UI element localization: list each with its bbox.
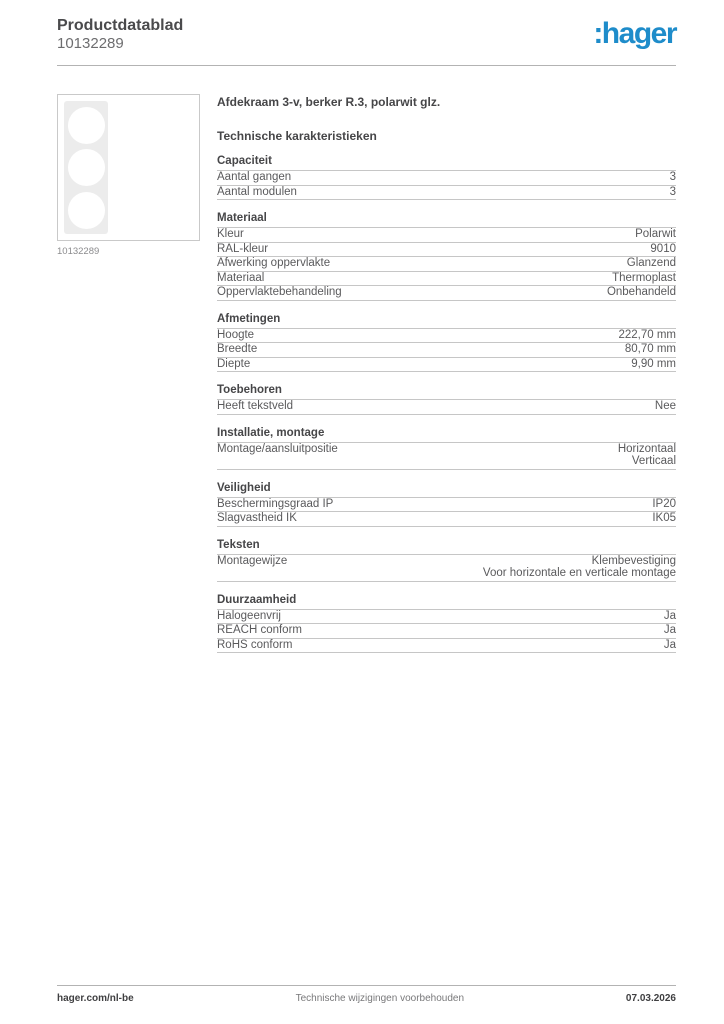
footer-website-link[interactable]: hager.com/nl-be: [57, 993, 134, 1004]
row-values: [631, 358, 676, 371]
section-heading: Capaciteit: [217, 156, 676, 171]
section-heading: Toebehoren: [217, 385, 676, 400]
row-value-line: 9,90 mm: [631, 357, 676, 370]
spec-row: [217, 610, 676, 625]
row-label: Heeft tekstveld: [217, 400, 294, 412]
row-label: Oppervlaktebehandeling: [217, 286, 342, 298]
spec-sections: [217, 156, 676, 653]
row-label: Afwerking oppervlakte: [217, 257, 331, 269]
row-label: Halogeenvrij: [217, 609, 281, 622]
spec-row: [217, 555, 676, 582]
row-label: REACH conform: [217, 624, 302, 636]
spec-section: [217, 595, 676, 654]
row-value-line: 3: [669, 171, 676, 183]
row-values: [652, 512, 676, 525]
row-value-line: Klembevestiging: [591, 554, 676, 567]
product-image: [57, 94, 200, 241]
row-values: [652, 498, 676, 511]
spec-column: [217, 94, 676, 653]
spec-section: [217, 213, 676, 301]
row-value-line: Onbehandeld: [606, 286, 676, 298]
row-values: [607, 286, 676, 299]
row-label: Kleur: [217, 228, 244, 240]
spec-row: [217, 329, 676, 344]
row-values: [625, 343, 676, 356]
row-value-line: Verticaal: [631, 455, 676, 467]
section-rows: [217, 443, 676, 470]
row-values: [664, 610, 676, 623]
hager-logo: :hager: [593, 17, 676, 50]
row-value-line: IK05: [652, 512, 676, 524]
spec-section: [217, 385, 676, 415]
spec-row: [217, 272, 676, 287]
product-image-column: [57, 94, 200, 257]
spec-section: [217, 428, 676, 470]
cover-frame-graphic: [64, 101, 108, 234]
section-rows: [217, 228, 676, 301]
spec-row: [217, 443, 676, 470]
spec-section: [217, 483, 676, 527]
spec-row: [217, 228, 676, 243]
section-heading: Teksten: [217, 540, 676, 555]
product-title: Afdekraam 3-v, berker R.3, polarwit glz.: [217, 95, 441, 109]
aperture-circle: [68, 107, 105, 144]
section-rows: [217, 171, 676, 200]
aperture-circle: [68, 149, 105, 186]
row-values: [670, 171, 676, 184]
row-label: RAL-kleur: [217, 242, 269, 255]
section-rows: [217, 400, 676, 415]
document-title: Productdatablad: [57, 17, 184, 34]
row-values: [635, 228, 676, 241]
row-values: [664, 624, 676, 637]
spec-section: [217, 314, 676, 373]
section-heading: Afmetingen: [217, 314, 676, 329]
section-rows: [217, 555, 676, 582]
row-label: RoHS conform: [217, 638, 293, 651]
row-value-line: Voor horizontale en verticale montage: [482, 567, 676, 579]
spec-row: [217, 624, 676, 639]
spec-row: [217, 243, 676, 258]
row-value-line: Ja: [663, 609, 676, 622]
page-header: [0, 0, 724, 53]
row-value-line: 80,70 mm: [624, 343, 676, 355]
row-values: [483, 555, 676, 580]
spec-row: [217, 186, 676, 201]
section-heading: Veiligheid: [217, 483, 676, 498]
document-number: 10132289: [57, 35, 124, 52]
spec-row: [217, 343, 676, 358]
row-values: [618, 443, 676, 468]
section-rows: [217, 610, 676, 654]
row-value-line: Thermoplast: [612, 271, 676, 284]
spec-section: [217, 156, 676, 200]
page-footer: [57, 985, 676, 1005]
aperture-circle: [68, 192, 105, 229]
footer-date: 07.03.2026: [625, 993, 676, 1004]
section-heading: Materiaal: [217, 213, 676, 228]
spec-row: [217, 512, 676, 527]
section-heading: Installatie, montage: [217, 428, 676, 443]
spec-row: [217, 498, 676, 513]
footer-disclaimer: Technische wijzigingen voorbehouden: [295, 993, 465, 1004]
spec-row: [217, 286, 676, 301]
row-values: [650, 243, 676, 256]
row-label: Aantal gangen: [217, 171, 292, 183]
row-label: Montage/aansluitpositie: [217, 442, 338, 455]
technical-characteristics-heading: Technische karakteristieken: [217, 129, 377, 143]
spec-row: [217, 639, 676, 654]
row-label: Beschermingsgraad IP: [217, 497, 334, 510]
row-value-line: IP20: [652, 497, 676, 510]
row-values: [664, 639, 676, 652]
section-rows: [217, 498, 676, 527]
row-label: Aantal modulen: [217, 185, 297, 198]
row-value-line: 3: [669, 185, 676, 198]
main-content: [0, 66, 724, 653]
row-label: Hoogte: [217, 328, 255, 341]
section-heading: Duurzaamheid: [217, 595, 676, 610]
spec-row: [217, 400, 676, 415]
row-value-line: Glanzend: [626, 257, 676, 269]
row-values: [627, 257, 676, 270]
row-values: [670, 186, 676, 199]
row-value-line: Polarwit: [635, 228, 676, 240]
row-values: [618, 329, 676, 342]
row-label: Slagvastheid IK: [217, 512, 297, 524]
row-label: Diepte: [217, 357, 251, 370]
product-image-caption: 10132289: [57, 246, 100, 257]
row-value-line: Nee: [654, 400, 676, 412]
row-values: [655, 400, 676, 413]
spec-row: [217, 171, 676, 186]
row-values: [612, 272, 676, 285]
row-label: Breedte: [217, 343, 258, 355]
spec-section: [217, 540, 676, 582]
row-value-line: 9010: [650, 242, 676, 255]
spec-row: [217, 358, 676, 373]
row-label: Materiaal: [217, 271, 265, 284]
section-rows: [217, 329, 676, 373]
row-value-line: Ja: [663, 638, 676, 651]
row-label: Montagewijze: [217, 554, 288, 567]
row-value-line: 222,70 mm: [618, 328, 676, 341]
row-value-line: Horizontaal: [617, 442, 676, 455]
row-value-line: Ja: [663, 624, 676, 636]
header-title-block: [57, 16, 183, 53]
spec-row: [217, 257, 676, 272]
